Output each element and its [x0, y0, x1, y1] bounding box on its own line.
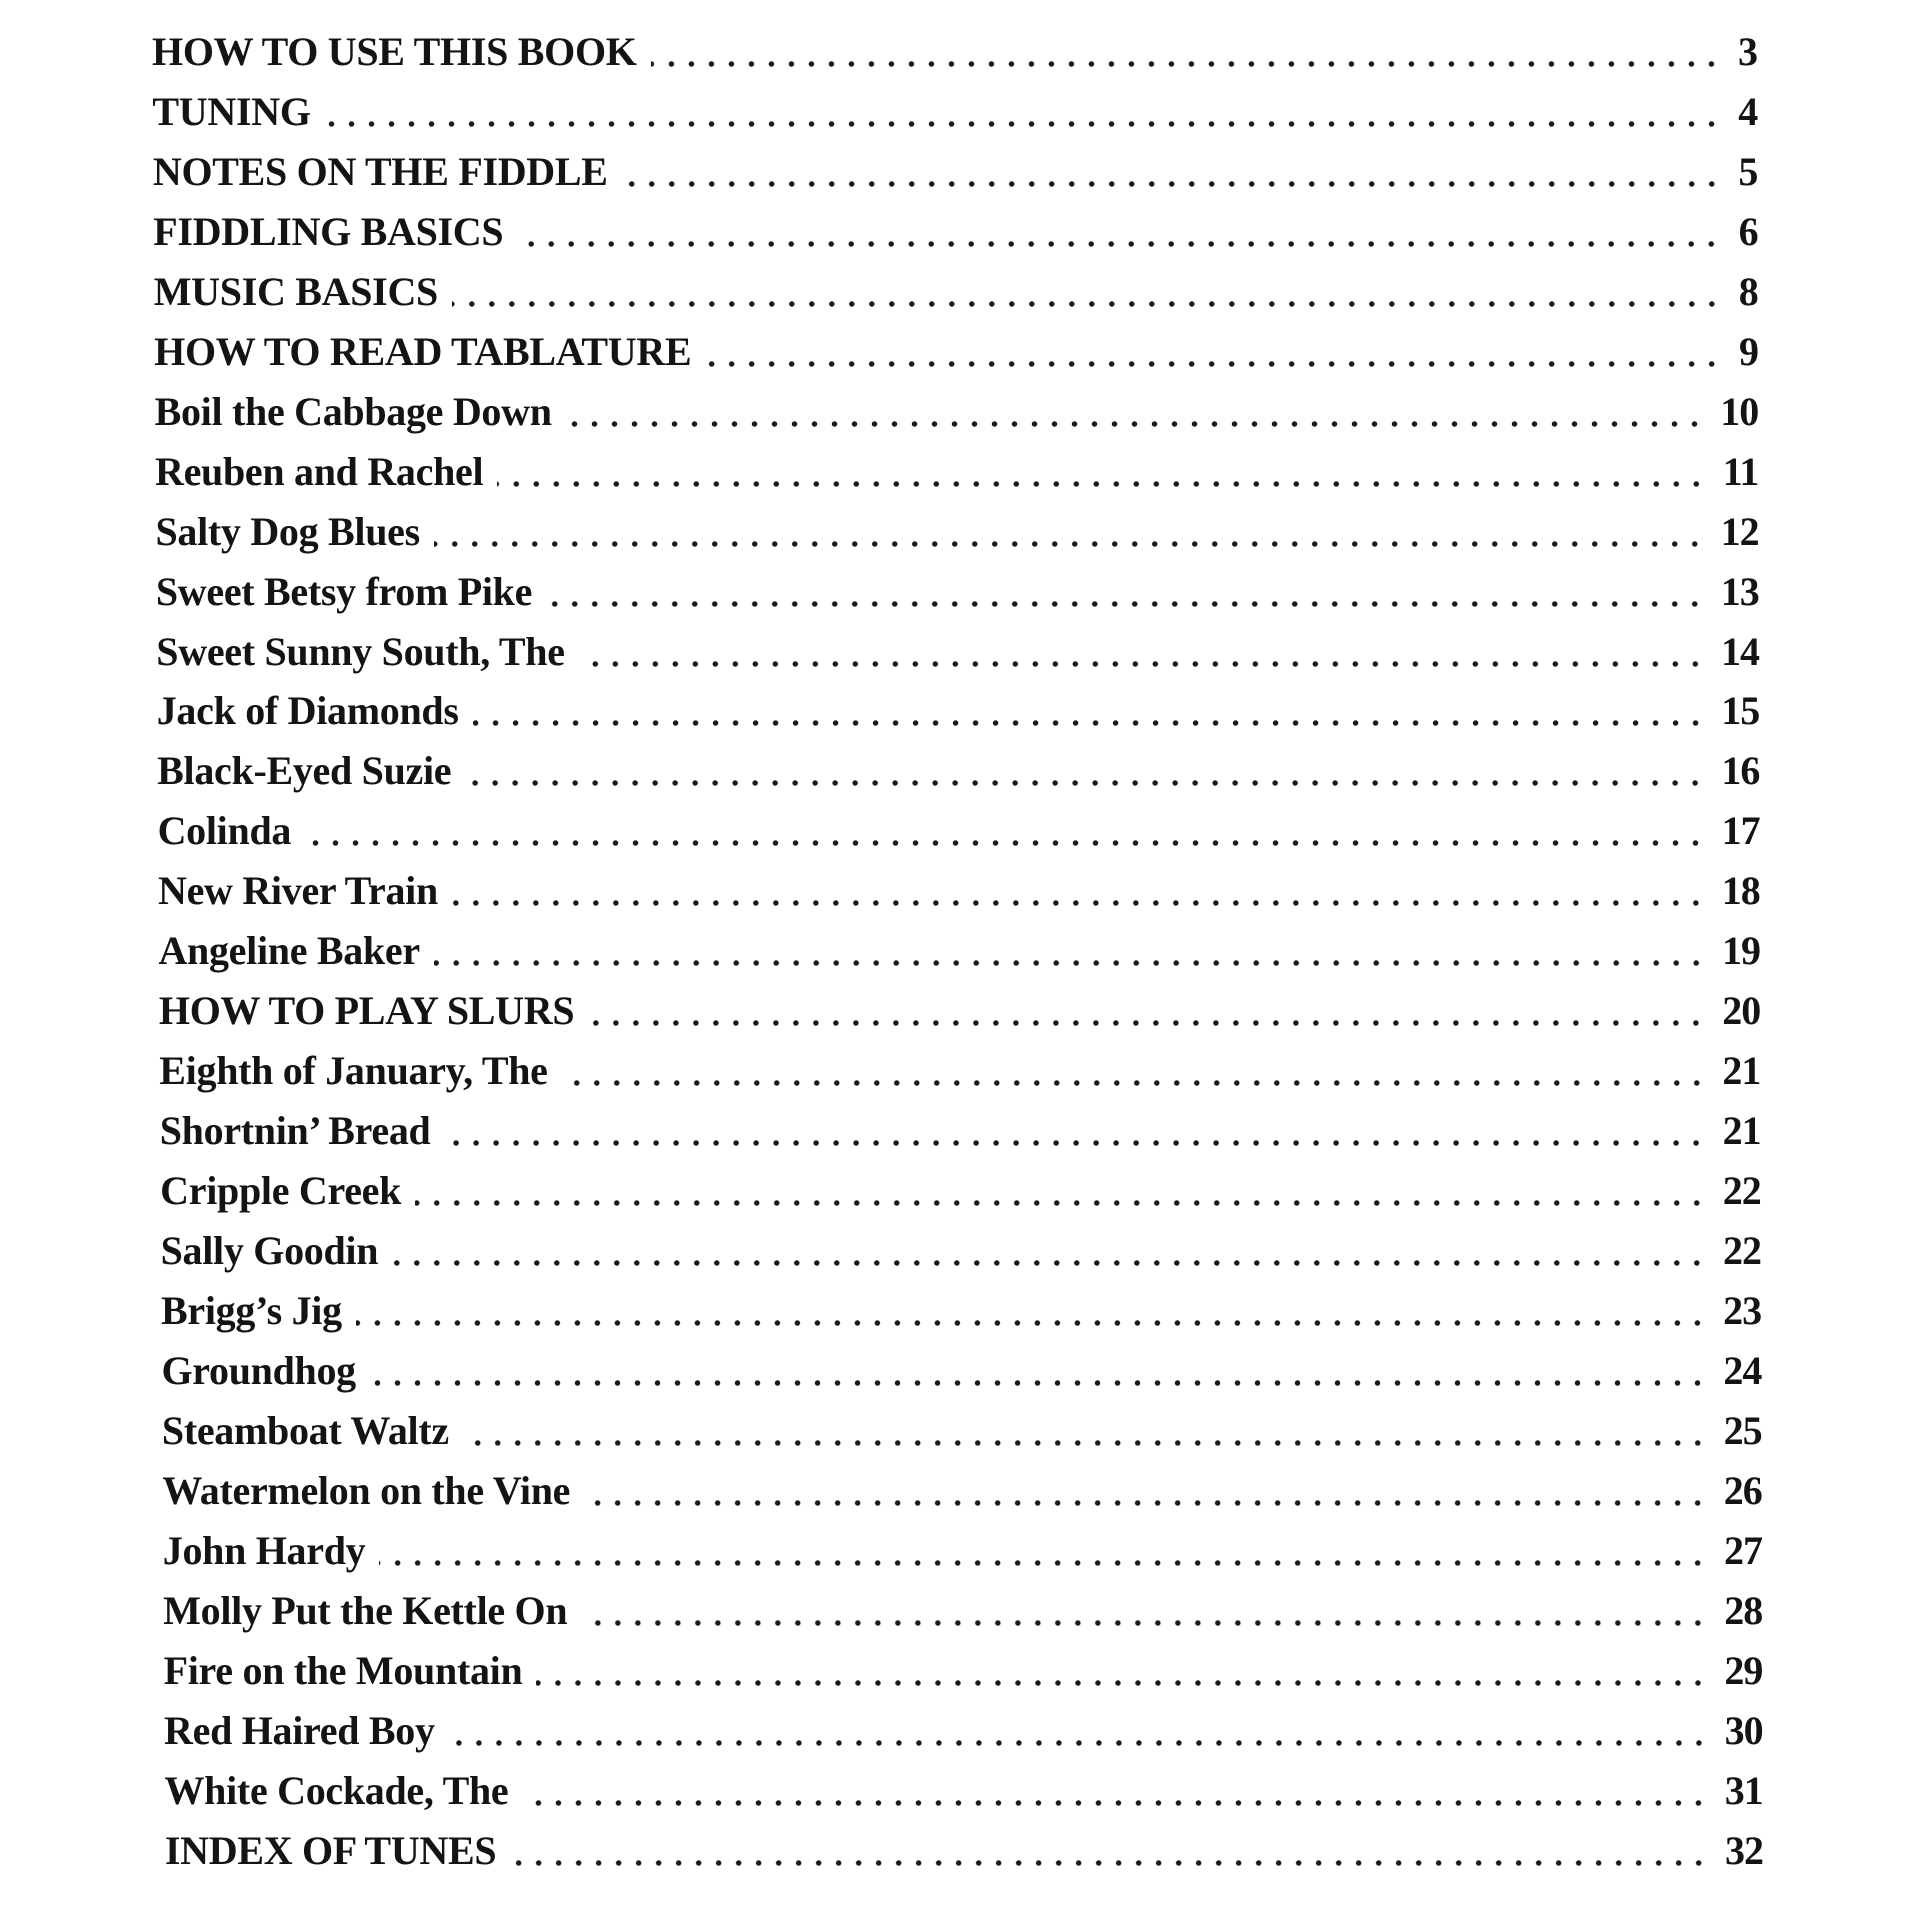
toc-entry [153, 147, 1758, 197]
dot-leader [622, 180, 1722, 188]
toc-entry-page-number: 22 [1722, 1168, 1761, 1214]
toc-entry [152, 27, 1757, 77]
dot-leader [452, 300, 1722, 308]
toc-entry-page-number: 11 [1722, 448, 1759, 494]
dot-leader [463, 1439, 1708, 1447]
toc-entry-title: Fire on the Mountain [163, 1647, 523, 1693]
toc-entry [160, 1166, 1761, 1216]
toc-entry-page-number: 21 [1722, 1108, 1761, 1154]
toc-entry-title: HOW TO READ TABLATURE [154, 328, 692, 374]
toc-entry-title: Salty Dog Blues [155, 508, 420, 554]
toc-entry [157, 686, 1759, 736]
toc-entry [161, 1346, 1761, 1396]
toc-entry-title: Shortnin’ Bread [159, 1108, 431, 1154]
dot-leader [522, 1799, 1708, 1807]
toc-entry-title: Sweet Sunny South, The [156, 628, 565, 674]
toc-entry-page-number: 6 [1738, 208, 1758, 254]
dot-leader [588, 1019, 1706, 1027]
toc-entry [155, 387, 1759, 437]
toc-entry-page-number: 26 [1723, 1467, 1762, 1513]
toc-entry [160, 1106, 1761, 1156]
toc-entry-page-number: 9 [1738, 328, 1758, 374]
toc-entry [162, 1466, 1761, 1516]
toc-entry [155, 507, 1758, 557]
toc-entry [161, 1286, 1761, 1336]
toc-entry-page-number: 31 [1724, 1767, 1763, 1813]
toc-entry-title: Sally Goodin [160, 1228, 379, 1273]
toc-entry-title: Steamboat Waltz [161, 1407, 449, 1453]
toc-entry-page-number: 21 [1722, 1048, 1761, 1094]
toc-entry-page-number: 12 [1720, 508, 1759, 554]
toc-entry-title: John Hardy [162, 1527, 366, 1573]
toc-entry-title: INDEX OF TUNES [164, 1827, 497, 1873]
toc-entry [153, 207, 1757, 257]
toc-entry-page-number: 27 [1724, 1527, 1762, 1573]
toc-entry [152, 87, 1757, 137]
toc-entry-page-number: 28 [1724, 1587, 1763, 1633]
toc-entry-title: MUSIC BASICS [153, 268, 438, 314]
dot-leader [510, 1859, 1709, 1867]
toc-entry [159, 1046, 1760, 1096]
toc-entry-page-number: 19 [1721, 928, 1760, 974]
toc-entry [159, 986, 1760, 1036]
toc-entry [154, 327, 1758, 377]
toc-entry-title: Colinda [157, 808, 292, 854]
toc-entry-title: Cripple Creek [160, 1168, 402, 1214]
toc-entry-title: Reuben and Rachel [155, 448, 484, 494]
toc-entry [157, 746, 1759, 796]
toc-entry [163, 1526, 1762, 1576]
dot-leader [465, 779, 1705, 787]
toc-entry [156, 627, 1759, 677]
dot-leader [449, 1739, 1709, 1747]
toc-entry [158, 806, 1760, 856]
toc-entry [164, 1646, 1763, 1696]
toc-entry-title: TUNING [152, 88, 311, 134]
toc-entry-title: NOTES ON THE FIDDLE [152, 148, 608, 194]
toc-entry-page-number: 29 [1724, 1647, 1763, 1693]
dot-leader [562, 1079, 1707, 1087]
toc-entry-page-number: 25 [1723, 1407, 1762, 1453]
dot-leader [370, 1379, 1708, 1387]
toc-entry-title: New River Train [158, 868, 438, 914]
dot-leader [497, 480, 1706, 488]
toc-entry-page-number: 14 [1720, 628, 1759, 674]
dot-leader [651, 60, 1721, 68]
dot-leader [379, 1559, 1708, 1567]
dot-leader [473, 719, 1706, 727]
dot-leader [546, 600, 1705, 608]
toc-entry-title: Watermelon on the Vine [162, 1467, 571, 1513]
dot-leader [584, 1499, 1708, 1507]
toc-entry-page-number: 20 [1722, 988, 1761, 1034]
toc-entry-page-number: 10 [1720, 388, 1759, 434]
toc-entry [161, 1226, 1761, 1276]
toc-entry-title: Boil the Cabbage Down [154, 388, 552, 434]
toc-entry-title: FIDDLING BASICS [153, 208, 504, 254]
toc-entry-page-number: 24 [1723, 1347, 1762, 1393]
toc-entry-page-number: 8 [1738, 268, 1758, 314]
dot-leader [444, 1139, 1706, 1147]
dot-leader [356, 1319, 1707, 1327]
toc-entry-page-number: 22 [1722, 1228, 1761, 1273]
toc-entry [158, 926, 1760, 976]
toc-entry-title: HOW TO USE THIS BOOK [152, 29, 637, 74]
dot-leader [415, 1199, 1707, 1207]
toc-entry [165, 1826, 1763, 1876]
dot-leader [434, 540, 1705, 548]
toc-entry-title: Black-Eyed Suzie [157, 748, 452, 794]
toc-entry [154, 267, 1758, 317]
dot-leader [536, 1679, 1708, 1687]
dot-leader [581, 1619, 1708, 1627]
toc-entry-page-number: 16 [1721, 748, 1760, 794]
dot-leader [705, 360, 1722, 368]
toc-entry-page-number: 15 [1721, 688, 1760, 734]
toc-entry-page-number: 23 [1723, 1287, 1762, 1333]
toc-entry [156, 567, 1759, 617]
dot-leader [579, 660, 1705, 668]
toc-entry [162, 1406, 1762, 1456]
toc-entry-page-number: 32 [1724, 1827, 1763, 1873]
toc-entry-page-number: 4 [1738, 88, 1758, 134]
toc-entry-title: Eighth of January, The [159, 1048, 548, 1094]
toc-entry-title: Sweet Betsy from Pike [155, 568, 533, 614]
toc-entry-page-number: 17 [1721, 808, 1760, 854]
toc-entry-title: Jack of Diamonds [156, 688, 459, 734]
toc-entry [164, 1766, 1762, 1816]
toc-entry [158, 866, 1760, 916]
dot-leader [325, 120, 1722, 128]
dot-leader [434, 959, 1706, 967]
toc-entry [164, 1706, 1763, 1756]
toc-entry [163, 1586, 1762, 1636]
toc-entry-title: White Cockade, The [164, 1767, 509, 1813]
toc-entry-title: Groundhog [161, 1347, 356, 1393]
toc-entry-page-number: 5 [1738, 148, 1758, 194]
dot-leader [517, 240, 1721, 248]
toc-entry-title: Brigg’s Jig [161, 1287, 342, 1333]
toc-entry-title: Molly Put the Kettle On [163, 1587, 568, 1633]
toc-entry-page-number: 13 [1720, 568, 1759, 614]
toc-entry-title: Angeline Baker [158, 928, 420, 974]
toc-entry-page-number: 30 [1724, 1707, 1763, 1753]
toc-entry-page-number: 18 [1721, 868, 1760, 914]
dot-leader [452, 899, 1706, 907]
dot-leader [566, 420, 1705, 428]
toc-entry [155, 447, 1758, 497]
toc-entry-title: HOW TO PLAY SLURS [158, 988, 575, 1034]
toc-entry-page-number: 3 [1738, 29, 1757, 74]
toc-entry-title: Red Haired Boy [164, 1707, 435, 1753]
dot-leader [305, 839, 1705, 847]
dot-leader [392, 1259, 1707, 1267]
